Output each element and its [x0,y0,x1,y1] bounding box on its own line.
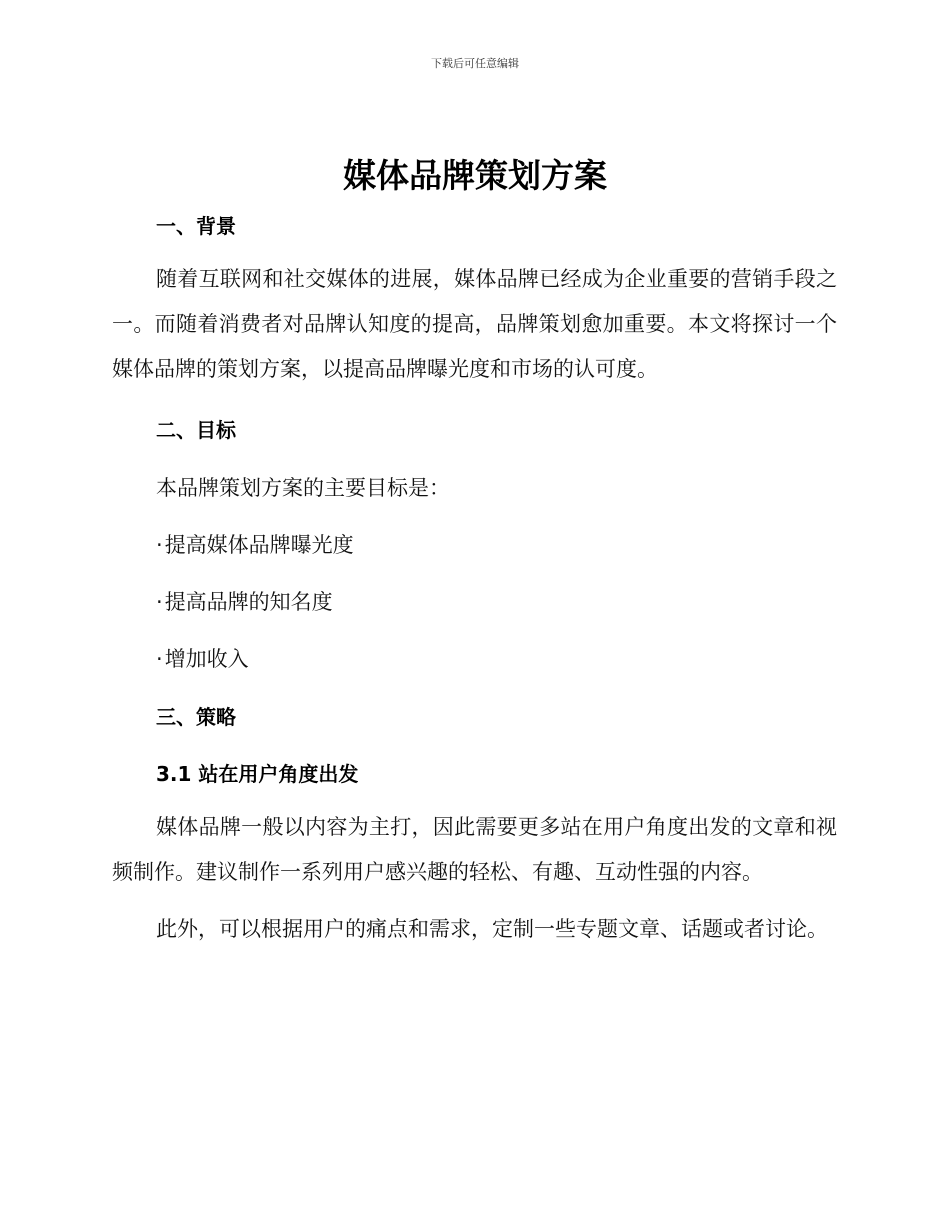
goal-item-label: 提高品牌的知名度 [164,590,333,614]
background-paragraph: 随着互联网和社交媒体的进展，媒体品牌已经成为企业重要的营销手段之一。而随着消费者对品牌认知度的提高，品牌策划愈加重要。本文将探讨一个媒体品牌的策划方案，以提高品牌曝光度和市场的认可度。 [112,267,837,381]
header-note: 下载后可任意编辑 [431,57,519,70]
section-heading-strategy: 三、策略 [156,705,236,729]
strategy-subheading: 3.1 站在用户角度出发 [156,762,359,786]
goal-item [156,643,249,673]
bullet-dot-icon: · [156,533,163,557]
goal-item [156,529,354,559]
goals-intro: 本品牌策划方案的主要目标是： [156,476,450,500]
bullet-dot-icon: · [156,590,163,614]
goal-item-label: 提高媒体品牌曝光度 [164,533,354,557]
section-heading-goals: 二、目标 [156,418,236,442]
bullet-dot-icon: · [156,647,163,671]
strategy-paragraph-2: 此外，可以根据用户的痛点和需求，定制一些专题文章、话题或者讨论。 [156,917,828,941]
strategy-paragraph-1: 媒体品牌一般以内容为主打，因此需要更多站在用户角度出发的文章和视频制作。建议制作一系列用户感兴趣的轻松、有趣、互动性强的内容。 [112,815,837,884]
goal-item [156,586,333,616]
document-title: 媒体品牌策划方案 [343,156,607,195]
goal-item-label: 增加收入 [164,647,249,671]
section-heading-background: 一、背景 [156,214,236,238]
